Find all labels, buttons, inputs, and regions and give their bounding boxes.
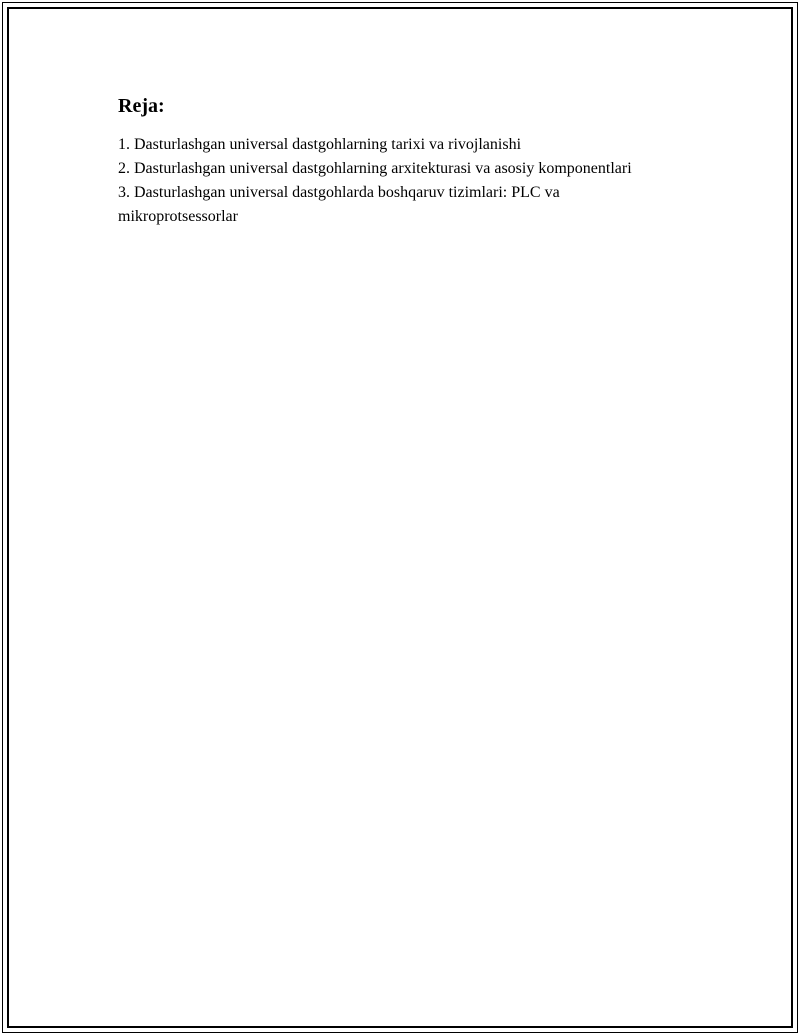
plan-item-3: 3. Dasturlashgan universal dastgohlarda boshqaruv tizimlari: PLC va mikroprotsessorlar (118, 184, 560, 225)
plan-heading: Reja: (118, 95, 165, 117)
document-content (118, 94, 658, 229)
plan-list (118, 133, 658, 229)
plan-item-2: 2. Dasturlashgan universal dastgohlarning arxitekturasi va asosiy komponentlari (118, 160, 632, 177)
plan-item-1: 1. Dasturlashgan universal dastgohlarning tarixi va rivojlanishi (118, 136, 522, 153)
